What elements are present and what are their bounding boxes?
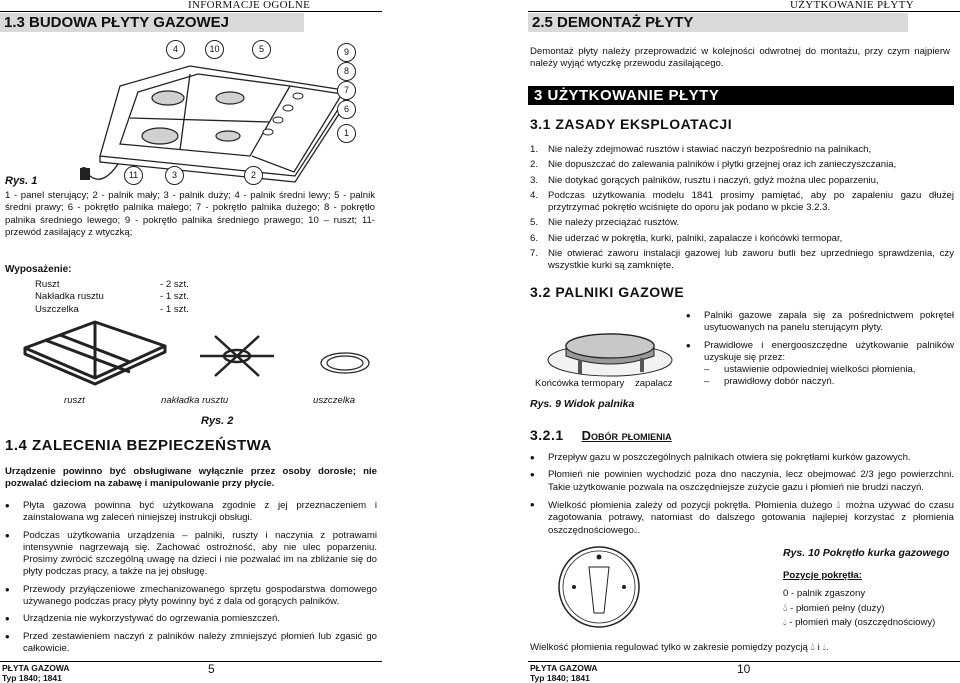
safety-bullets bbox=[5, 500, 377, 660]
flame-large-icon: 💧︎ bbox=[783, 602, 788, 615]
callout-3: 3 bbox=[165, 166, 184, 185]
list-item: 2. Nie dopuszczać do zalewania palników i płytki grzejnej oraz ich zanieczyszczania, bbox=[530, 159, 897, 171]
list-item: 1. Nie należy zdejmować rusztów i stawiać naczyń bezpośrednio na palnikach, bbox=[530, 144, 872, 155]
list-item: 3. Nie dotykać gorących palników, rusztu i naczyń, gdyż można ulec poparzeniu, bbox=[530, 174, 879, 186]
burner-dashes: – ustawienie odpowiedniej wielkości płomienia, – prawidłowy dobór naczyń. bbox=[704, 364, 916, 388]
callout-7: 7 bbox=[337, 81, 356, 100]
section-1-4-title: 1.4 ZALECENIA BEZPIECZEŃSTWA bbox=[5, 437, 272, 454]
fig2-label: Rys. 2 bbox=[201, 415, 234, 427]
callout-9: 9 bbox=[337, 43, 356, 62]
left-header-rule bbox=[0, 11, 382, 12]
fig1-label: Rys. 1 bbox=[5, 175, 38, 187]
list-item: • Przepływ gazu w poszczególnych palnikach otwiera się pokrętłami kurków gazowych. bbox=[530, 452, 954, 464]
fig2-label-nakladka: nakładka rusztu bbox=[161, 395, 229, 406]
fig1-caption: 1 - panel sterujący; 2 - palnik mały; 3 - palnik duży; 4 - palnik średni lewy; 5 - palnik średni prawy; 6 - pokrętło palnika małego; 7 - pokrętło palnika dużego; 8 - pokrętło palnika średniego lewego; 9 - pokrętło palnika średniego prawego; 10 – ruszt; 11- przewód zasilający z wtyczką; bbox=[5, 190, 375, 238]
list-item: • Płyta gazowa powinna być użytkowana zgodnie z jej przeznaczeniem i zainstalowana wg zaleceń niniejszej instrukcji obsługi. bbox=[5, 500, 377, 525]
right-footer-type: Typ 1840; 1841 bbox=[530, 673, 590, 683]
right-page-number: 10 bbox=[737, 662, 751, 676]
position-full: - płomień pełny (duży) bbox=[790, 603, 885, 615]
list-item: • Płomień nie powinien wychodzić poza dno naczynia, lecz obejmować 2/3 jego powierzchni. Takie użytkowanie pozwala na oszczędniejsze zużycie gazu i płomień nie brudzi naczyń. bbox=[530, 469, 954, 494]
list-item: 4. Podczas użytkowania modelu 1841 prosimy pamiętać, aby po zapaleniu gazu dłużej przytrzymać pokrętło wciśnięte do oporu jak podano w pkcie 3.2.3. bbox=[530, 189, 954, 214]
section-title: Dobór płomienia bbox=[581, 428, 672, 443]
equipment-list bbox=[35, 279, 189, 316]
position-small: - płomień mały (oszczędnościowy) bbox=[789, 616, 936, 628]
list-item: 7. Nie otwierać zaworu instalacji gazowej lub zaworu butli bez uprzedniego sprawdzenia, czy wszystkie kurki są zamknięte. bbox=[530, 248, 954, 272]
fig2-label-ruszt: ruszt bbox=[64, 395, 85, 406]
section-number: 3.2.1 bbox=[530, 427, 564, 443]
equip-qty: - 1 szt. bbox=[160, 303, 189, 315]
equip-qty: - 1 szt. bbox=[160, 291, 189, 303]
section-3-title: 3 UŻYTKOWANIE PŁYTY bbox=[528, 86, 954, 105]
section-2-5-title: 2.5 DEMONTAŻ PŁYTY bbox=[528, 13, 908, 32]
flame-bullets bbox=[530, 452, 954, 543]
positions-title: Pozycje pokrętła: bbox=[783, 570, 862, 581]
callout-1: 1 bbox=[337, 124, 356, 143]
dash-item: prawidłowy dobór naczyń. bbox=[724, 376, 835, 388]
list-item: • Wielkość płomienia zależy od pozycji pokrętła. Płomienia dużego 💧︎ można używać do czasu zagotowania potrawy, natomiast do dalszego gotowania najlepiej korzystać z płomienia oszczędnościowego💧︎. bbox=[530, 499, 954, 538]
flame-large-icon: 💧︎ bbox=[836, 498, 842, 511]
callout-8: 8 bbox=[337, 62, 356, 81]
equip-name: Ruszt bbox=[35, 279, 60, 290]
right-footer-product: PŁYTA GAZOWA bbox=[530, 663, 598, 673]
left-footer-rule bbox=[0, 661, 382, 662]
accessories-illustration bbox=[15, 318, 380, 396]
positions-list bbox=[783, 588, 935, 629]
demontaz-text: Demontaż płyty należy przeprowadzić w kolejności odwrotnej do montażu, przy czym najpierw należy wyjąć wtyczkę przewodu zasilającego. bbox=[530, 46, 950, 70]
left-running-header: INFORMACJE OGÓLNE bbox=[188, 0, 311, 11]
section-3-1-title: 3.1 ZASADY EKSPLOATACJI bbox=[530, 116, 733, 132]
list-item: • Przed zestawieniem naczyń z palników należy zmniejszyć płomień lub zgasić go całkowicie. bbox=[5, 631, 377, 656]
burner-bullets bbox=[686, 310, 954, 369]
left-page-number: 5 bbox=[208, 662, 215, 676]
knob-illustration bbox=[544, 545, 654, 629]
flame-small-icon: 💧︎ bbox=[783, 616, 787, 627]
equipment-title: Wyposażenie: bbox=[5, 264, 72, 275]
list-item: 6. Nie uderzać w pokrętła, kurki, palniki, zapalacze i końcówki termopar, bbox=[530, 232, 843, 244]
flame-small-icon: 💧︎ bbox=[633, 525, 638, 536]
safety-intro: Urządzenie powinno być obsługiwane wyłącznie przez osoby dorosłe; nie pozwalać dzieciom na zabawę i manipulowanie przy płycie. bbox=[5, 466, 377, 490]
left-footer-type: Typ 1840; 1841 bbox=[2, 673, 62, 683]
equip-name: Uszczelka bbox=[35, 303, 79, 315]
equip-qty: - 2 szt. bbox=[160, 279, 189, 290]
callout-2: 2 bbox=[244, 166, 263, 185]
flame-small-icon: 💧︎ bbox=[822, 642, 826, 652]
section-1-3-title: 1.3 BUDOWA PŁYTY GAZOWEJ bbox=[0, 13, 304, 32]
section-3-2-title: 3.2 PALNIKI GAZOWE bbox=[530, 284, 685, 300]
callout-10: 10 bbox=[205, 40, 224, 59]
flame-large-icon: 💧︎ bbox=[810, 641, 815, 653]
fig9-label-termopara: Końcówka termopary bbox=[535, 378, 625, 389]
right-running-header: UŻYTKOWANIE PŁYTY bbox=[790, 0, 914, 11]
section-3-2-1-title bbox=[530, 427, 672, 445]
position-off: 0 - palnik zgaszony bbox=[783, 588, 866, 599]
burner-illustration bbox=[540, 308, 680, 380]
callout-5: 5 bbox=[252, 40, 271, 59]
right-header-rule bbox=[528, 11, 960, 12]
fig10-caption: Rys. 10 Pokrętło kurka gazowego bbox=[783, 547, 950, 559]
list-item: • Palniki gazowe zapala się za pośrednictwem pokręteł usytuowanych na panelu sterującym płyty. bbox=[686, 310, 954, 335]
fig9-label-zapalacz: zapalacz bbox=[635, 378, 673, 389]
list-item: • Prawidłowe i energooszczędne użytkowanie palników uzyskuje się przez: bbox=[686, 340, 954, 365]
list-item: • Urządzenia nie wykorzystywać do ogrzewania pomieszczeń. bbox=[5, 613, 377, 625]
dash-item: ustawienie odpowiedniej wielkości płomienia, bbox=[724, 364, 916, 375]
rules-list bbox=[530, 144, 954, 276]
callout-6: 6 bbox=[337, 100, 356, 119]
callout-4: 4 bbox=[166, 40, 185, 59]
callout-11: 11 bbox=[124, 166, 143, 185]
fig9-caption: Rys. 9 Widok palnika bbox=[530, 398, 635, 410]
list-item: • Przewody przyłączeniowe zmechanizowanego sprzętu gospodarstwa domowego używanego podczas pracy płyty powinny być z dala od gorących palników. bbox=[5, 584, 377, 609]
left-footer-product: PŁYTA GAZOWA bbox=[2, 663, 70, 673]
list-item: 5. Nie należy przeciążać rusztów. bbox=[530, 217, 680, 229]
flame-footer: Wielkość płomienia regulować tylko w zakresie pomiędzy pozycją 💧︎ i 💧︎. bbox=[530, 641, 829, 653]
equip-name: Nakładka rusztu bbox=[35, 291, 104, 303]
fig2-label-uszczelka: uszczelka bbox=[313, 395, 356, 406]
list-item: • Podczas użytkowania urządzenia – palniki, ruszty i naczynia z potrawami intensywnie nagrzewają się. Zachować ostrożność, aby nie ulec poparzeniu. Prosimy zwrócić szczególną uwagę na dzieci i nie pozwalać im na zbliżanie się do płyty podczas pracy, a także na jej obsługę. bbox=[5, 530, 377, 579]
